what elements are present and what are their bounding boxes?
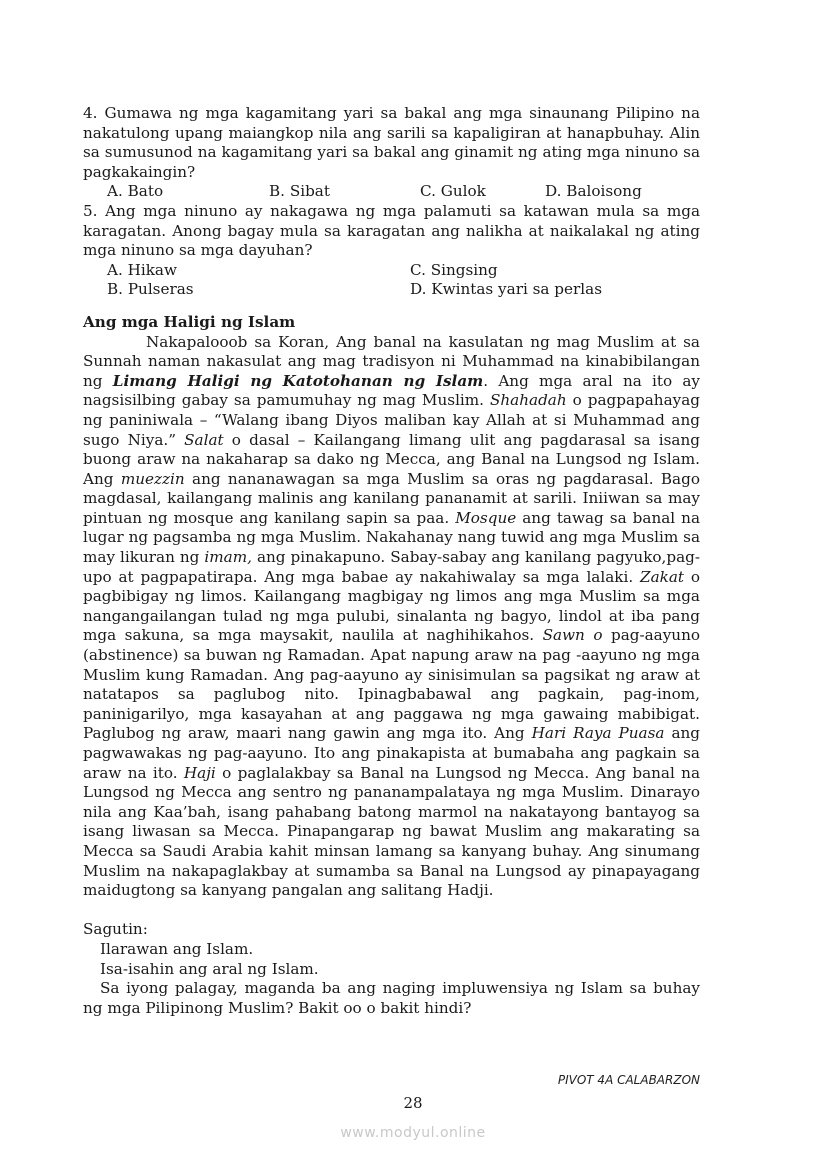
body-text: ang tawag sa banal na lugar ng pagsamba ng mga Muslim. Nakahanay nang tuwid ang mga Muslim sa may likuran ng [83,508,701,567]
source-footer: PIVOT 4A CALABARZON [557,1073,700,1087]
option-d: D. Baloisong [545,182,642,201]
sagutin-question-2: Isa-isahin ang aral ng Islam. [100,959,319,978]
sagutin-question-3: Sa iyong palagay, maganda ba ang naging impluwensiya ng Islam sa buhay ng mga Pilipinong Muslim? Bakit oo o bakit hindi? [83,979,700,1017]
emphasis-italic: muezzin [120,469,185,488]
question-5-options-row-1 [83,261,700,281]
question-5: 5. Ang mga ninuno ay nakagawa ng mga palamuti sa katawan mula sa mga karagatan. Anong bagay mula sa karagatan ang nalikha at naikalakal ng ating mga ninuno sa mga dayuhan? [83,201,700,260]
emphasis-italic: Mosque [455,508,517,527]
sagutin-question-1: Ilarawan ang Islam. [100,939,254,958]
body-text: . Ang mga aral na ito ay nagsisilbing gabay sa pamumuhay ng mag Muslim. [83,371,701,410]
spacer [83,901,700,921]
emphasis-italic: imam, [204,548,252,567]
emphasis-italic: Hari Raya Puasa [531,724,665,743]
body-text: ang pinakapuno. Sabay-sabay ang kanilang pagyuko,pag-upo at pagpapatirapa. Ang mga babae ay nakahiwalay sa mga lalaki. [83,548,700,586]
option-a: A. Hikaw [107,260,177,279]
section-body [83,333,700,901]
option-c: C. Singsing [410,260,498,279]
question-4: 4. Gumawa ng mga kagamitang yari sa bakal ang mga sinaunang Pilipino na nakatulong upang maiangkop nila ang sarili sa kapaligiran at hanapbuhay. Alin sa sumusunod na kagamitang yari sa bakal ang ginamit ng ating mga ninuno sa pagkakaingin? [83,104,700,181]
watermark: www.modyul.online [340,1125,486,1141]
body-text: o pagpapahayag ng paniniwala – “Walang ibang Diyos maliban kay Allah at si Muhammad ang sugo Niya.” [83,391,701,449]
option-b: B. Pulseras [107,280,194,299]
emphasis-bold-italic: Limang Haligi ng Katotohanan ng Islam [112,371,484,390]
emphasis-italic: Salat [184,430,224,449]
emphasis-italic: Haji [183,763,216,782]
emphasis-italic: Sawn o [542,626,603,645]
option-a: A. Bato [107,182,164,201]
body-text: Nakapalooob sa Koran, Ang banal na kasulatan ng mag Muslim at sa Sunnah naman nakasulat ang mag tradisyon ni Muhammad na kinabibilangan ng [83,332,700,390]
document-page [83,104,700,1018]
question-5-options-row-2 [83,280,700,300]
option-c: C. Gulok [420,182,486,201]
body-text: o paglalakbay sa Banal na Lungsod ng Mecca. Ang banal na Lungsod ng Mecca ang sentro ng pananampalataya ng mga Muslim. Dinarayo nila ang Kaa’bah, isang pahabang batong marmol na nakatayong bantayog sa isang liwasan sa Mecca. Pinapangarap ng bawat Muslim ang makarating sa Mecca sa Saudi Arabia kahit minsan lamang sa kanyang buhay. Ang sinumang Muslim na nakapaglakbay at sumamba sa Banal na Lungsod ay pinapayagang maidugtong sa kanyang pangalan ang salitang Hadji. [83,763,700,900]
body-text: o dasal – Kailangang limang ulit ang pagdarasal sa isang buong araw na nakaharap sa dako ng Mecca, ang Banal na Lungsod ng Islam. Ang [83,430,700,488]
emphasis-italic: Zakat [640,567,684,586]
option-b: B. Sibat [269,182,330,201]
body-text: pag-aayuno (abstinence) sa buwan ng Ramadan. Apat napung araw na pag -aayuno ng mga Muslim kung Ramadan. Ang pag-aayuno ay sinisimulan sa pagsikat ng araw at natatapos sa paglubog nito. Ipinagbabawal ang pagkain, pag-inom, paninigarilyo, mga kasayahan at ang paggawa ng mga gawaing mabibigat. Paglubog ng araw, maari nang gawin ang mga ito. Ang [83,626,701,743]
emphasis-italic: Shahadah [490,391,567,410]
question-4-options [83,182,700,202]
body-text: ang pagwawakas ng pag-aayuno. Ito ang pinakapista at bumabaha ang pagkain sa araw na ito. [83,724,701,782]
body-text: ang nananawagan sa mga Muslim sa oras ng pagdarasal. Bago magdasal, kailangang malinis ang kanilang pananamit at sarili. Iniiwan sa may pintuan ng mosque ang kanilang sapin sa paa. [83,469,700,527]
page-number: 28 [403,1094,423,1112]
option-d: D. Kwintas yari sa perlas [410,280,602,299]
sagutin-label: Sagutin: [83,920,148,939]
section-heading: Ang mga Haligi ng Islam [83,312,296,331]
body-text: o pagbibigay ng limos. Kailangang magbigay ng limos ang mga Muslim sa mga nangangailangan tulad ng mga pulubi, sinalanta ng bagyo, lindol at iba pang mga sakuna, sa mga maysakit, naulila at naghihikahos. [83,567,700,645]
